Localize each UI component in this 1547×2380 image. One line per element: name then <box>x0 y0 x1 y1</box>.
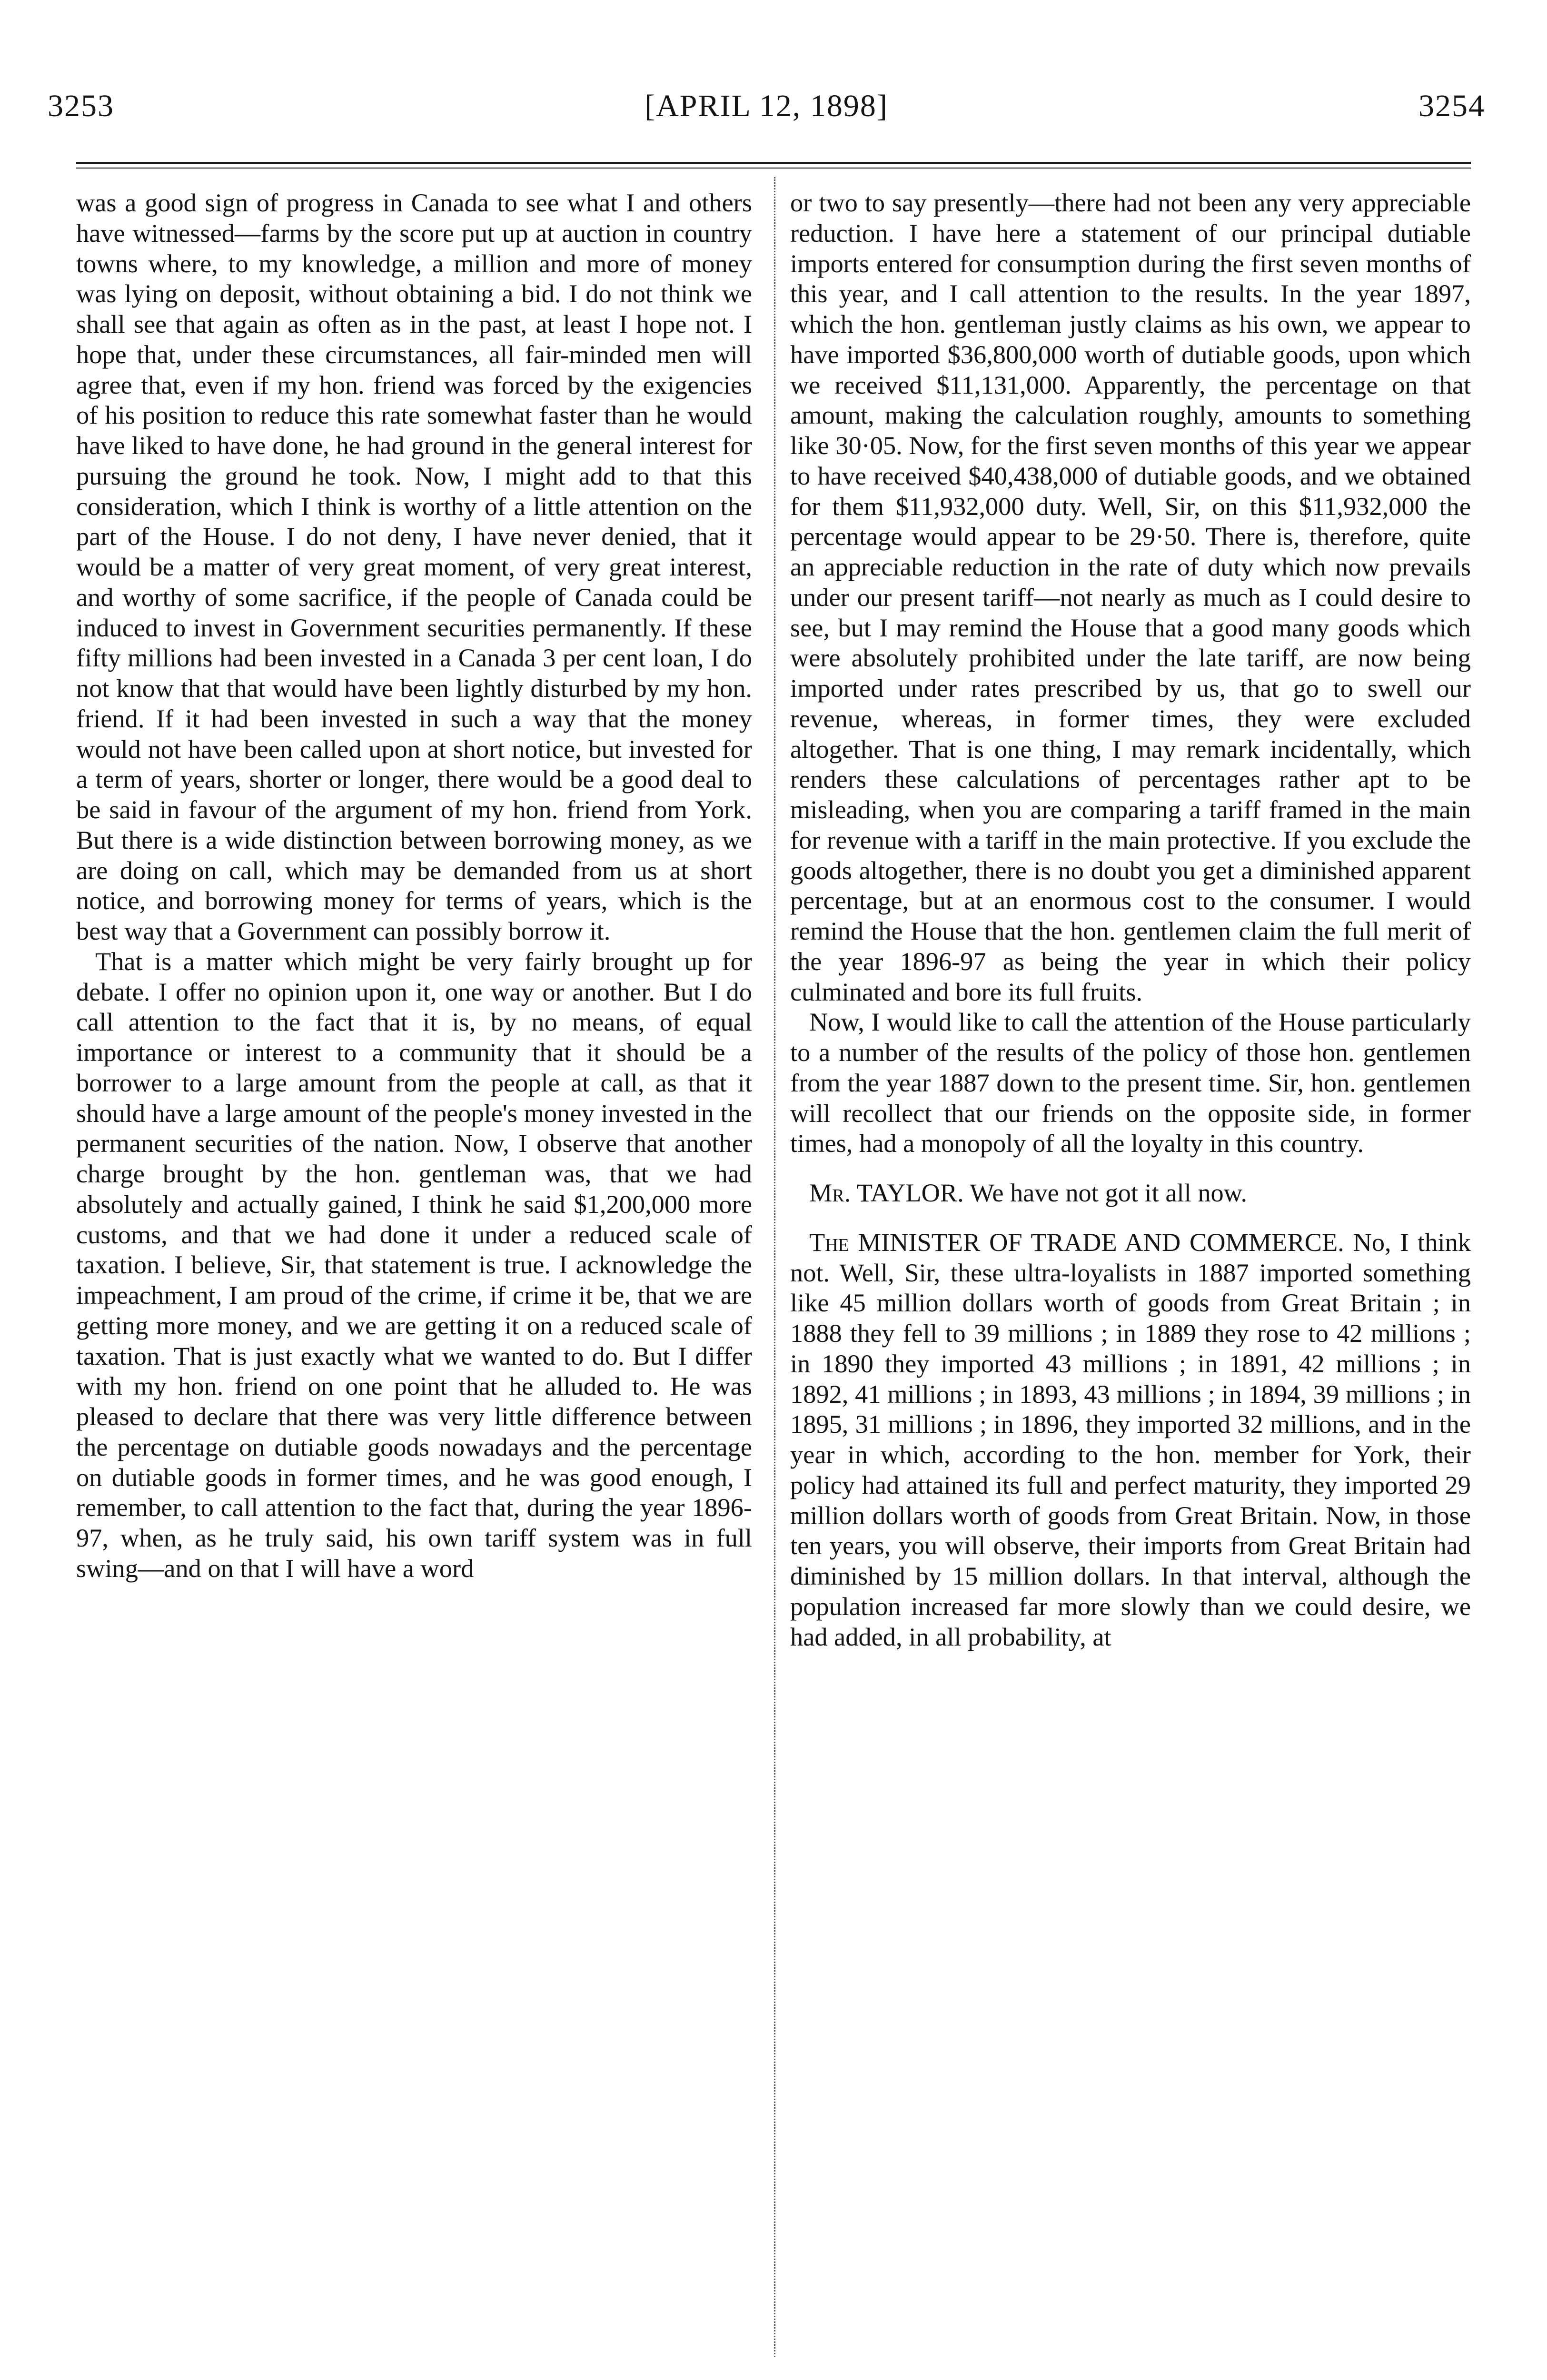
right-column <box>790 188 1471 1652</box>
header-rule-thin <box>76 168 1471 169</box>
left-paragraph-2: That is a matter which might be very fairly brought up for debate. I offer no opinion upon it, one way or another. But I do call attention to the fact that it is, by no means, of equal importance or interest to a community that it should be a borrower to a large amount from the people at call, as that it should have a large amount of the people's money invested in the permanent securities of the nation. Now, I observe that another charge brought by the hon. gentleman was, that we had absolutely and actually gained, I think he said $1,200,000 more customs, and that we had done it under a reduced scale of taxation. I believe, Sir, that statement is true. I acknowledge the impeachment, I am proud of the crime, if crime it be, that we are getting more money, and we are getting it on a reduced scale of taxation. That is just exactly what we wanted to do. But I differ with my hon. friend on one point that he alluded to. He was pleased to declare that there was very little difference between the percentage on dutiable goods nowadays and the percentage on dutiable goods in former times, and he was good enough, I remember, to call attention to the fact that, during the year 1896-97, when, as he truly said, his own tariff system was in full swing—and on that I will have a word <box>76 947 752 1583</box>
taylor-interjection <box>790 1178 1471 1209</box>
taylor-speaker-name: Mr. TAYLOR. <box>809 1179 964 1207</box>
right-page-number: 3254 <box>1418 89 1485 123</box>
left-paragraph-1: was a good sign of progress in Canada to see what I and others have witnessed—farms by the score put up at auction in country towns where, to my knowledge, a million and more of money was lying on deposit, without obtaining a bid. I do not think we shall see that again as often as in the past, at least I hope not. I hope that, under these circumstances, all fair-minded men will agree that, even if my hon. friend was forced by the exigencies of his position to reduce this rate somewhat faster than he would have liked to have done, he had ground in the general interest for pursuing the ground he took. Now, I might add to that this consideration, which I think is worthy of a little attention on the part of the House. I do not deny, I have never denied, that it would be a matter of very great moment, of very great interest, and worthy of some sacrifice, if the people of Canada could be induced to invest in Government securities permanently. If these fifty millions had been invested in a Canada 3 per cent loan, I do not know that that would have been lightly disturbed by my hon. friend. If it had been invested in such a way that the money would not have been called upon at short notice, but invested for a term of years, shorter or longer, there would be a good deal to be said in favour of the argument of my hon. friend from York. But there is a wide distinction between borrowing money, as we are doing on call, which may be demanded from us at short notice, and borrowing money for terms of years, which is the best way that a Government can possibly borrow it. <box>76 188 752 945</box>
left-column <box>76 188 752 1584</box>
left-page-number: 3253 <box>48 89 114 123</box>
minister-speech <box>790 1228 1471 1653</box>
taylor-remark: We have not got it all now. <box>970 1179 1248 1207</box>
minister-speaker-name: The MINISTER OF TRADE AND COMMERCE. <box>809 1228 1344 1257</box>
page-header <box>48 85 1485 132</box>
header-rule-thick <box>76 162 1471 164</box>
header-date: [APRIL 12, 1898] <box>645 89 888 123</box>
minister-remark: No, I think not. Well, Sir, these ultra-loyalists in 1887 imported something like 45 million dollars worth of goods from Great Britain ; in 1888 they fell to 39 millions ; in 1889 they rose to 42 millions ; in 1890 they imported 43 millions ; in 1891, 42 millions ; in 1892, 41 millions ; in 1893, 43 millions ; in 1894, 39 millions ; in 1895, 31 millions ; in 1896, they imported 32 millions, and in the year in which, according to the hon. member for York, their policy had attained its full and perfect maturity, they imported 29 million dollars worth of goods from Great Britain. Now, in those ten years, you will observe, their imports from Great Britain had diminished by 15 million dollars. In that interval, although the population increased far more slowly than we could desire, we had added, in all probability, at <box>790 1228 1471 1651</box>
right-paragraph-1: or two to say presently—there had not been any very appreciable reduction. I have here a statement of our principal dutiable imports entered for consumption during the first seven months of this year, and I call attention to the results. In the year 1897, which the hon. gentleman justly claims as his own, we appear to have imported $36,800,000 worth of dutiable goods, upon which we received $11,131,000. Apparently, the percentage on that amount, making the calculation roughly, amounts to something like 30·05. Now, for the first seven months of this year we appear to have received $40,438,000 of dutiable goods, and we obtained for them $11,932,000 duty. Well, Sir, on this $11,932,000 the percentage would appear to be 29·50. There is, therefore, quite an appreciable reduction in the rate of duty which now prevails under our present tariff—not nearly as much as I could desire to see, but I may remind the House that a good many goods which were absolutely prohibited under the late tariff, are now being imported under rates prescribed by us, that go to swell our revenue, whereas, in former times, they were excluded altogether. That is one thing, I may remark incidentally, which renders these calculations of percentages rather apt to be misleading, when you are comparing a tariff framed in the main for revenue with a tariff in the main protective. If you exclude the goods altogether, there is no doubt you get a diminished apparent percentage, but at an enormous cost to the consumer. I would remind the House that the hon. gentlemen claim the full merit of the year 1896-97 as being the year in which their policy culminated and bore its full fruits. <box>790 188 1471 1006</box>
column-divider <box>774 177 775 2357</box>
right-paragraph-2: Now, I would like to call the attention of the House particularly to a number of the results of the policy of those hon. gentlemen from the year 1887 down to the present time. Sir, hon. gentlemen will recollect that our friends on the opposite side, in former times, had a monopoly of all the loyalty in this country. <box>790 1008 1471 1158</box>
